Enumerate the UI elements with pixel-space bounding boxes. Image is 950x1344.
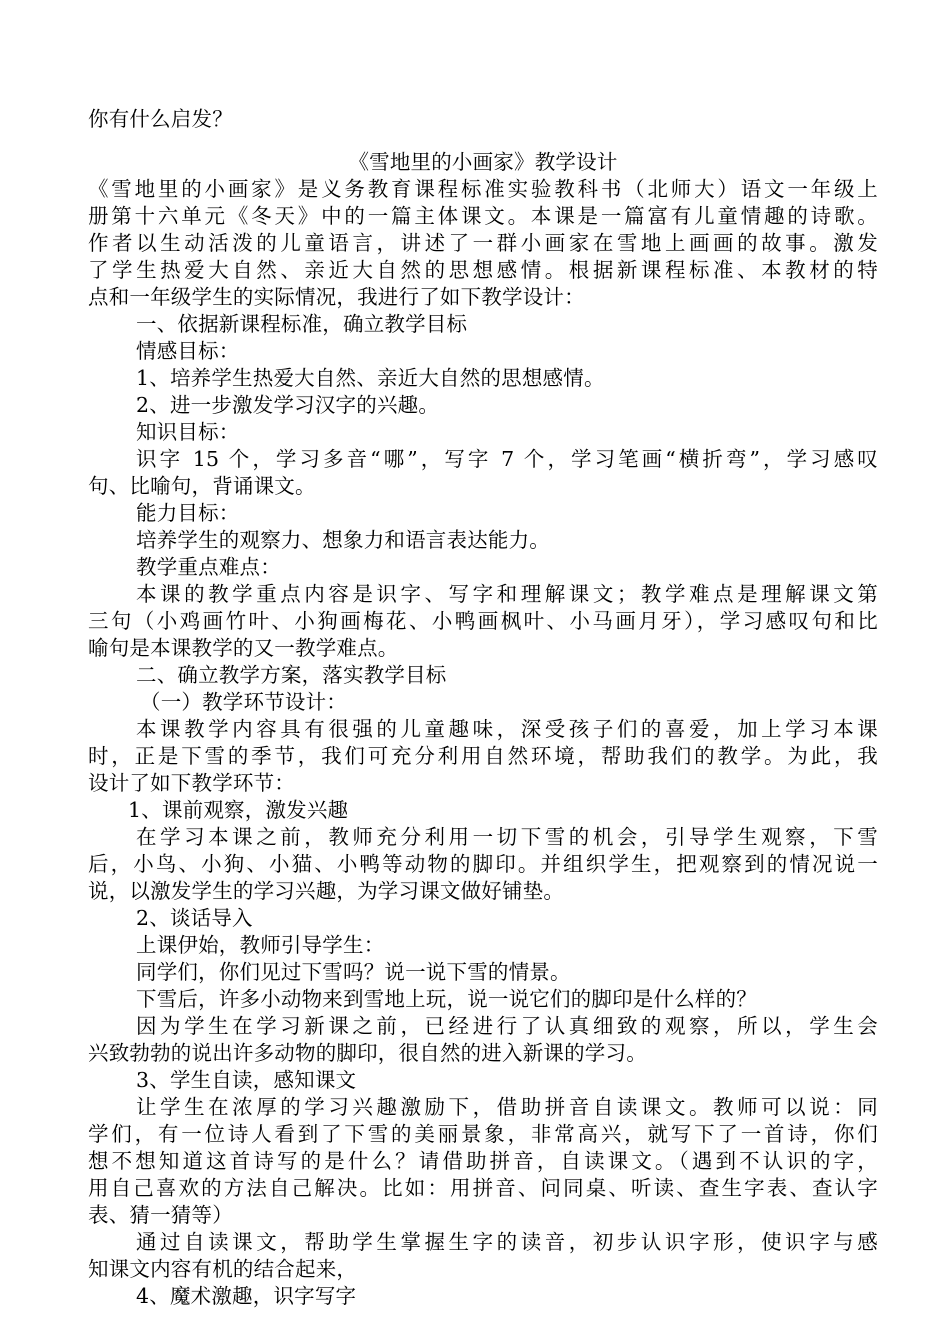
subheading-keypoints: 教学重点难点：	[136, 555, 281, 579]
keypoints-line-2: 三句（小鸡画竹叶、小狗画梅花、小鸭画枫叶、小马画月牙），学习感叹句和比	[88, 609, 878, 633]
step-2-line-4: 因为学生在学习新课之前，已经进行了认真细致的观察，所以，学生会	[136, 1014, 878, 1038]
step-1-line-3: 说，以激发学生的学习兴趣，为学习课文做好铺垫。	[88, 879, 565, 903]
section-heading-2: 二、确立教学方案，落实教学目标	[136, 663, 447, 687]
subheading-ability: 能力目标：	[136, 501, 240, 525]
subheading-emotion: 情感目标：	[136, 339, 240, 363]
section-heading-1: 一、依据新课程标准，确立教学目标	[136, 312, 468, 336]
step-3-line-5: 表、猜一猜等）	[88, 1203, 233, 1227]
document-page	[88, 106, 878, 1310]
step-2-line-3: 下雪后，许多小动物来到雪地上玩，说一说它们的脚印是什么样的？	[136, 987, 757, 1011]
step-3-line-1: 让学生在浓厚的学习兴趣激励下，借助拼音自读课文。教师可以说：同	[136, 1095, 878, 1119]
step-2-line-5: 兴致勃勃的说出许多动物的脚印，很自然的进入新课的学习。	[88, 1041, 647, 1065]
step-2-heading: 2、谈话导入	[136, 906, 253, 930]
subheading-knowledge: 知识目标：	[136, 420, 240, 444]
ability-line: 培养学生的观察力、想象力和语言表达能力。	[136, 528, 550, 552]
step-3-line-2: 学们，有一位诗人看到了下雪的美丽景象，非常高兴，就写下了一首诗，你们	[88, 1122, 878, 1146]
intro-line-1: 《雪地里的小画家》是义务教育课程标准实验教科书（北师大）语文一年级上	[88, 177, 878, 201]
step-3-line-3: 想不想知道这首诗写的是什么？请借助拼音，自读课文。（遇到不认识的字，	[88, 1149, 878, 1173]
emotion-item-2: 2、进一步激发学习汉字的兴趣。	[136, 393, 440, 417]
steps-line-3: 设计了如下教学环节：	[88, 771, 295, 795]
step-1-line-2: 后，小鸟、小狗、小猫、小鸭等动物的脚印。并组织学生，把观察到的情况说一	[88, 852, 878, 876]
keypoints-line-1: 本课的教学重点内容是识字、写字和理解课文；教学难点是理解课文第	[136, 582, 878, 606]
knowledge-line-1: 识字 15 个，学习多音“哪”，写字 7 个，学习笔画“横折弯”，学习感叹	[136, 447, 878, 471]
step-3-line-6: 通过自读课文，帮助学生掌握生字的读音，初步认识字形，使识字与感	[136, 1230, 878, 1254]
step-4-heading: 4、魔术激趣，识字写字	[136, 1284, 357, 1308]
step-2-line-1: 上课伊始，教师引导学生：	[136, 933, 385, 957]
intro-line-5: 点和一年级学生的实际情况，我进行了如下教学设计：	[88, 285, 585, 309]
prev-section-tail: 你有什么启发？	[88, 107, 233, 131]
emotion-item-1: 1、培养学生热爱大自然、亲近大自然的思想感情。	[136, 366, 605, 390]
intro-line-2: 册第十六单元《冬天》中的一篇主体课文。本课是一篇富有儿童情趣的诗歌。	[88, 204, 878, 228]
step-3-line-7: 知课文内容有机的结合起来，	[88, 1257, 358, 1281]
knowledge-line-2: 句、比喻句，背诵课文。	[88, 474, 316, 498]
step-3-line-4: 用自己喜欢的方法自己解决。比如：用拼音、问同桌、听读、查生字表、查认字	[88, 1176, 878, 1200]
step-2-line-2: 同学们，你们见过下雪吗？说一说下雪的情景。	[136, 960, 571, 984]
steps-line-2: 时，正是下雪的季节，我们可充分利用自然环境，帮助我们的教学。为此，我	[88, 744, 878, 768]
step-1-heading: 1、课前观察，激发兴趣	[128, 798, 349, 822]
subheading-steps: （一）教学环节设计：	[140, 690, 347, 714]
step-1-line-1: 在学习本课之前，教师充分利用一切下雪的机会，引导学生观察，下雪	[136, 825, 878, 849]
intro-line-4: 了学生热爱大自然、亲近大自然的思想感情。根据新课程标准、本教材的特	[88, 258, 878, 282]
keypoints-line-3: 喻句是本课教学的又一教学难点。	[88, 636, 399, 660]
step-3-heading: 3、学生自读，感知课文	[136, 1068, 357, 1092]
document-title: 《雪地里的小画家》教学设计	[348, 150, 618, 174]
steps-line-1: 本课教学内容具有很强的儿童趣味，深受孩子们的喜爱，加上学习本课	[136, 717, 878, 741]
intro-line-3: 作者以生动活泼的儿童语言，讲述了一群小画家在雪地上画画的故事。激发	[88, 231, 878, 255]
